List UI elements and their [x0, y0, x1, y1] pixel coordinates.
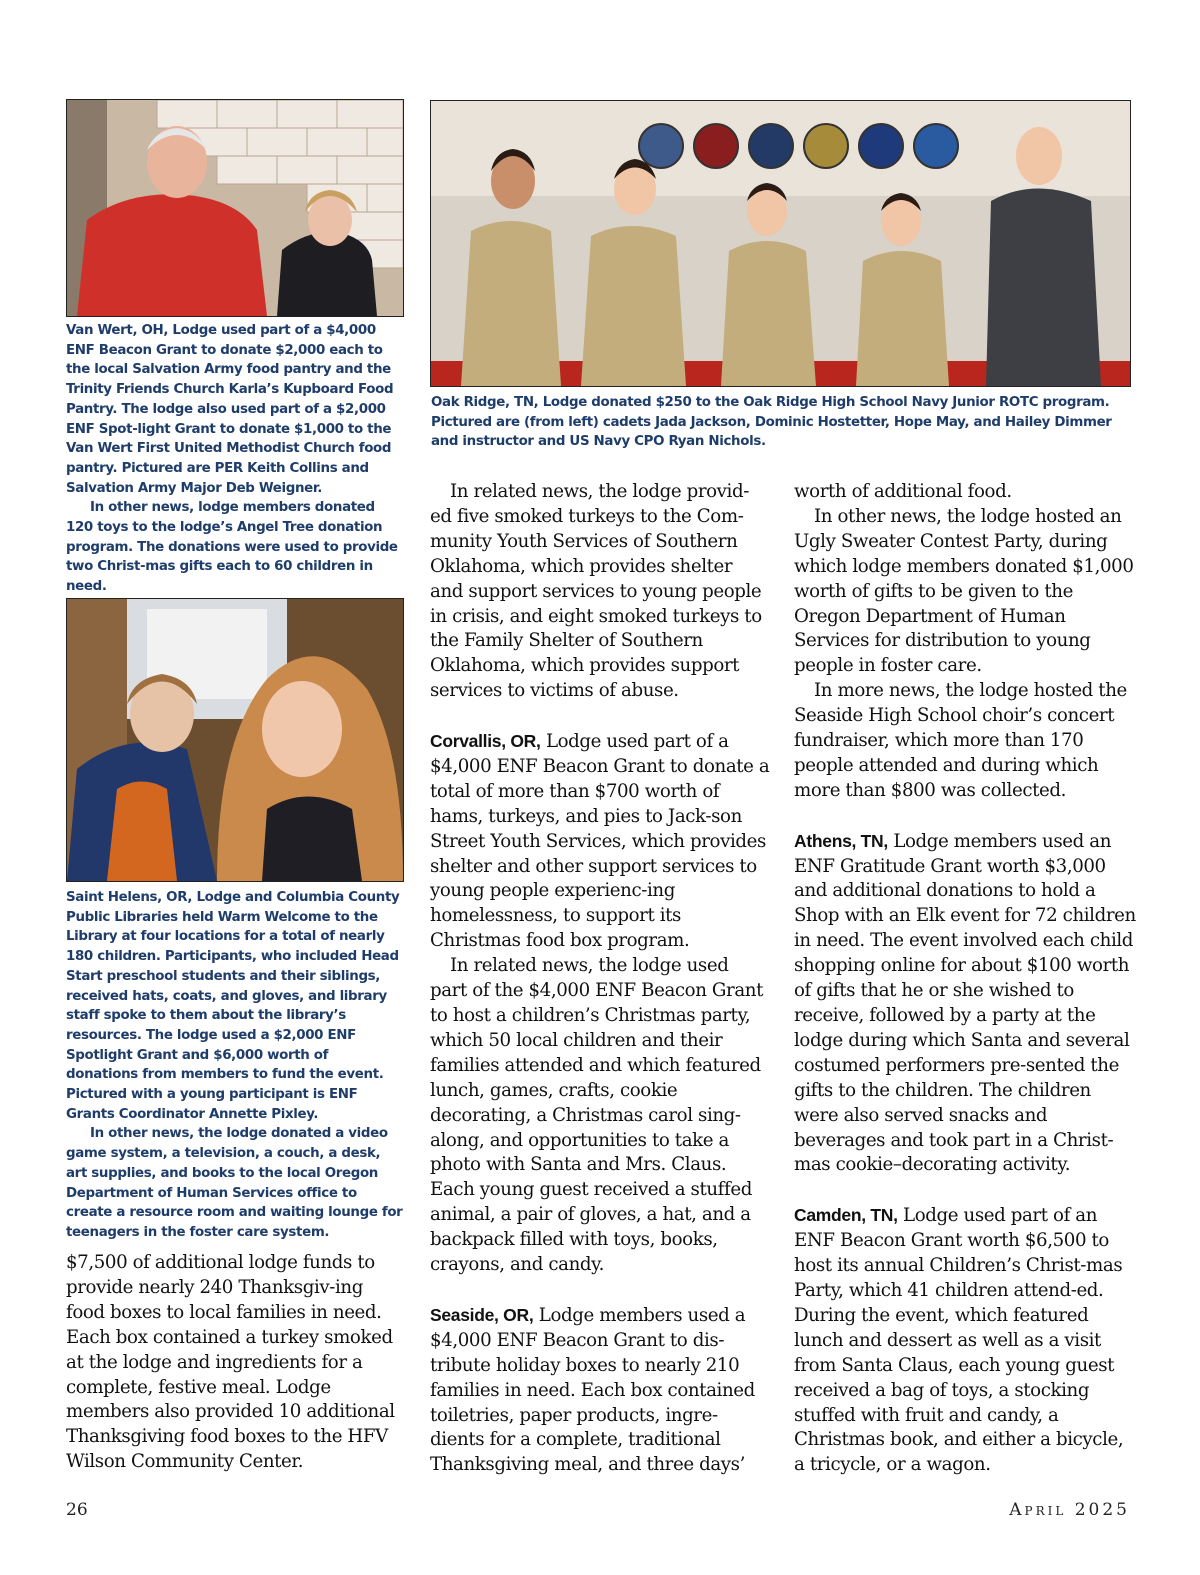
- camden-item: [794, 1203, 1136, 1478]
- van-wert-caption-body: Lodge used part of a $4,000 ENF Beacon Grant to donate $2,000 each to the local Salvation Army food pantry and the Trinity Friends Church Karla’s Kupboard Food Pantry. The lodge also used part of a $2,000 ENF Spot-light Grant to donate $1,000 to the Van Wert First United Methodist Church food pantry. Pictured are PER Keith Collins and Salvation Army Major Deb Weigner.: [66, 323, 394, 496]
- oak-ridge-photo-image: [431, 101, 1130, 386]
- issue-date: April 2025: [1009, 1500, 1130, 1520]
- van-wert-caption-more: In other news, lodge members donated 120 toys to the lodge’s Angel Tree donation program. The donations were used to provide two Christ-mas gifts each to 60 children in need.: [66, 500, 398, 595]
- van-wert-photo: [66, 99, 404, 317]
- seaside-item: [430, 1303, 770, 1478]
- place-seaside: Seaside, OR,: [430, 1304, 534, 1325]
- van-wert-photo-image: [67, 100, 403, 316]
- saint-helens-caption-text: [66, 888, 404, 1124]
- camden-text: Lodge used part of an ENF Beacon Grant worth $6,500 to host its annual Children’s Christ-mas Party, which 41 children attend-ed. During the event, which featured lunch and dessert as well as a visit from Santa Claus, each young guest received a bag of toys, a stocking stuffed with fruit and candy, a Christmas book, and either a bicycle, a tricycle, or a wagon.: [794, 1205, 1124, 1476]
- oak-ridge-photo: [430, 100, 1131, 387]
- place-athens: Athens, TN,: [794, 830, 888, 851]
- place-saint-helens: Saint Helens, OR,: [66, 890, 193, 905]
- corvallis-text: Lodge used part of a $4,000 ENF Beacon Grant to donate a total of more than $700 worth of hams, turkeys, and pies to Jack-son Street Youth Services, which provides shelter and other support services to young people experienc-ing homelessness, to support its Christmas food box program.: [430, 731, 770, 952]
- col1-paragraph: $7,500 of additional lodge funds to provide nearly 240 Thanksgiv-ing food boxes to local families in need. Each box contained a turkey smoked at the lodge and ingredients for a complete, festive meal. Lodge members also provided 10 additional Thanksgiving food boxes to the HFV Wilson Community Center.: [66, 1252, 395, 1473]
- column-3: [794, 480, 1136, 1478]
- col3-ugly-sweater: In other news, the lodge hosted an Ugly Sweater Contest Party, during which lodge members donated $1,000 worth of gifts to be given to the Oregon Department of Human Services for distribution to young people in foster care.: [794, 505, 1134, 677]
- column-2: [430, 480, 770, 1478]
- place-van-wert: Van Wert, OH,: [66, 323, 169, 338]
- corvallis-related-news: In related news, the lodge used part of the $4,000 ENF Beacon Grant to host a children’s Christmas party, which 50 local children and their families attended and which featured lunch, games, crafts, cookie decorating, a Christmas carol sing-along, and opportunities to take a photo with Santa and Mrs. Claus. Each young guest received a stuffed animal, a pair of gloves, a hat, and a backpack filled with toys, books, crayons, and candy.: [430, 955, 764, 1276]
- saint-helens-photo-image: [67, 599, 403, 881]
- athens-item: [794, 829, 1136, 1179]
- oak-ridge-caption-body: Lodge donated $250 to the Oak Ridge High School Navy Junior ROTC program. Pictured are (from left) cadets Jada Jackson, Dominic Hostetter, Hope May, and Hailey Dimmer and instructor and US Navy CPO Ryan Nichols.: [431, 395, 1112, 450]
- saint-helens-caption: [66, 888, 404, 1243]
- col3-continued: worth of additional food.: [794, 481, 1012, 502]
- saint-helens-caption-more: In other news, the lodge donated a video game system, a television, a couch, a desk, art supplies, and books to the local Oregon Department of Human Services office to create a resource room and waiting lounge for teenagers in the foster care system.: [66, 1126, 403, 1240]
- place-camden: Camden, TN,: [794, 1205, 898, 1226]
- corvallis-item: [430, 729, 770, 954]
- column-1: [66, 1251, 406, 1475]
- oak-ridge-caption: [431, 393, 1131, 452]
- van-wert-caption: [66, 321, 404, 597]
- place-corvallis: Corvallis, OR,: [430, 731, 541, 752]
- saint-helens-caption-body: Lodge and Columbia County Public Libraries held Warm Welcome to the Library at four locations for a total of nearly 180 children. Participants, who included Head Start preschool students and their siblings, received hats, coats, and gloves, and library staff spoke to them about the library’s resources. The lodge used a $2,000 ENF Spotlight Grant and $6,000 worth of donations from members to fund the event. Pictured with a young participant is ENF Grants Coordinator Annette Pixley.: [66, 890, 400, 1122]
- van-wert-caption-text: [66, 321, 404, 498]
- place-oak-ridge: Oak Ridge, TN,: [431, 395, 539, 410]
- col3-choir-fundraiser: In more news, the lodge hosted the Seaside High School choir’s concert fundraiser, which more than 170 people attended and during which more than $800 was collected.: [794, 680, 1127, 801]
- page-number: 26: [66, 1500, 88, 1520]
- col2-related-news: In related news, the lodge provid-ed five smoked turkeys to the Com-munity Youth Services of Southern Oklahoma, which provides shelter and support services to young people in crisis, and eight smoked turkeys to the Family Shelter of Southern Oklahoma, which provides support services to victims of abuse.: [430, 481, 762, 702]
- oak-ridge-caption-text: [431, 393, 1131, 452]
- saint-helens-photo: [66, 598, 404, 882]
- seaside-text: Lodge members used a $4,000 ENF Beacon Grant to dis-tribute holiday boxes to nearly 210 families in need. Each box contained toiletries, paper products, ingre-dients for a complete, traditional Thanksgiving meal, and three days’: [430, 1304, 755, 1476]
- athens-text: Lodge members used an ENF Gratitude Grant worth $3,000 and additional donations to hold a Shop with an Elk event for 72 children in need. The event involved each child shopping online for about $100 worth of gifts that he or she wished to receive, followed by a party at the lodge during which Santa and several costumed performers pre-sented the gifts to the children. The children were also served snacks and beverages and took part in a Christ-mas cookie–decorating activity.: [794, 830, 1136, 1176]
